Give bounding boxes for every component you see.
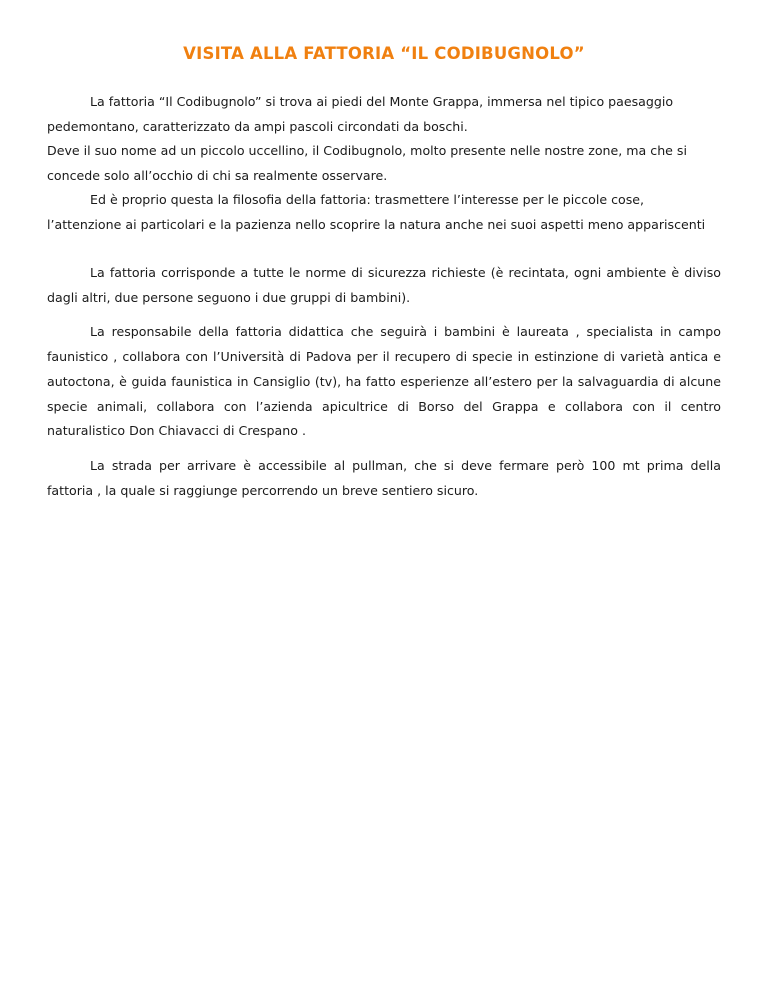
paragraph-name-origin: Deve il suo nome ad un piccolo uccellino, il Codibugnolo, molto presente nelle nostre zone, ma che si concede solo all’occhio di chi sa realmente osservare.: [47, 143, 687, 183]
paragraph-responsible: La responsabile della fattoria didattica che seguirà i bambini è laureata , specialista in campo faunistico , collabora con l’Università di Padova per il recupero di specie in estinzione di varietà antica e autoctona, è guida faunistica in Cansiglio (tv), ha fatto esperienze all’estero per la salvaguardia di alcune specie animali, collabora con l’azienda apicultrice di Borso del Grappa e collabora con il centro naturalistico Don Chiavacci di Crespano .: [47, 324, 721, 439]
intro-section: [47, 90, 721, 237]
document-title: VISITA ALLA FATTORIA “IL CODIBUGNOLO”: [183, 44, 585, 63]
paragraph-philosophy: Ed è proprio questa la filosofia della fattoria: trasmettere l’interesse per le piccole cose, l’attenzione ai particolari e la pazienza nello scoprire la natura anche nei suoi aspetti meno appariscenti: [47, 192, 706, 232]
details-section: [47, 261, 721, 503]
paragraph-access: La strada per arrivare è accessibile al pullman, che si deve fermare però 100 mt prima della fattoria , la quale si raggiunge percorrendo un breve sentiero sicuro.: [47, 457, 721, 498]
document-page: [47, 0, 721, 503]
paragraph-safety: La fattoria corrisponde a tutte le norme di sicurezza richieste (è recintata, ogni ambiente è diviso dagli altri, due persone seguono i due gruppi di bambini).: [47, 265, 721, 305]
paragraph-location: La fattoria “Il Codibugnolo” si trova ai piedi del Monte Grappa, immersa nel tipico paesaggio pedemontano, caratterizzato da ampi pascoli circondati da boschi.: [47, 94, 674, 134]
